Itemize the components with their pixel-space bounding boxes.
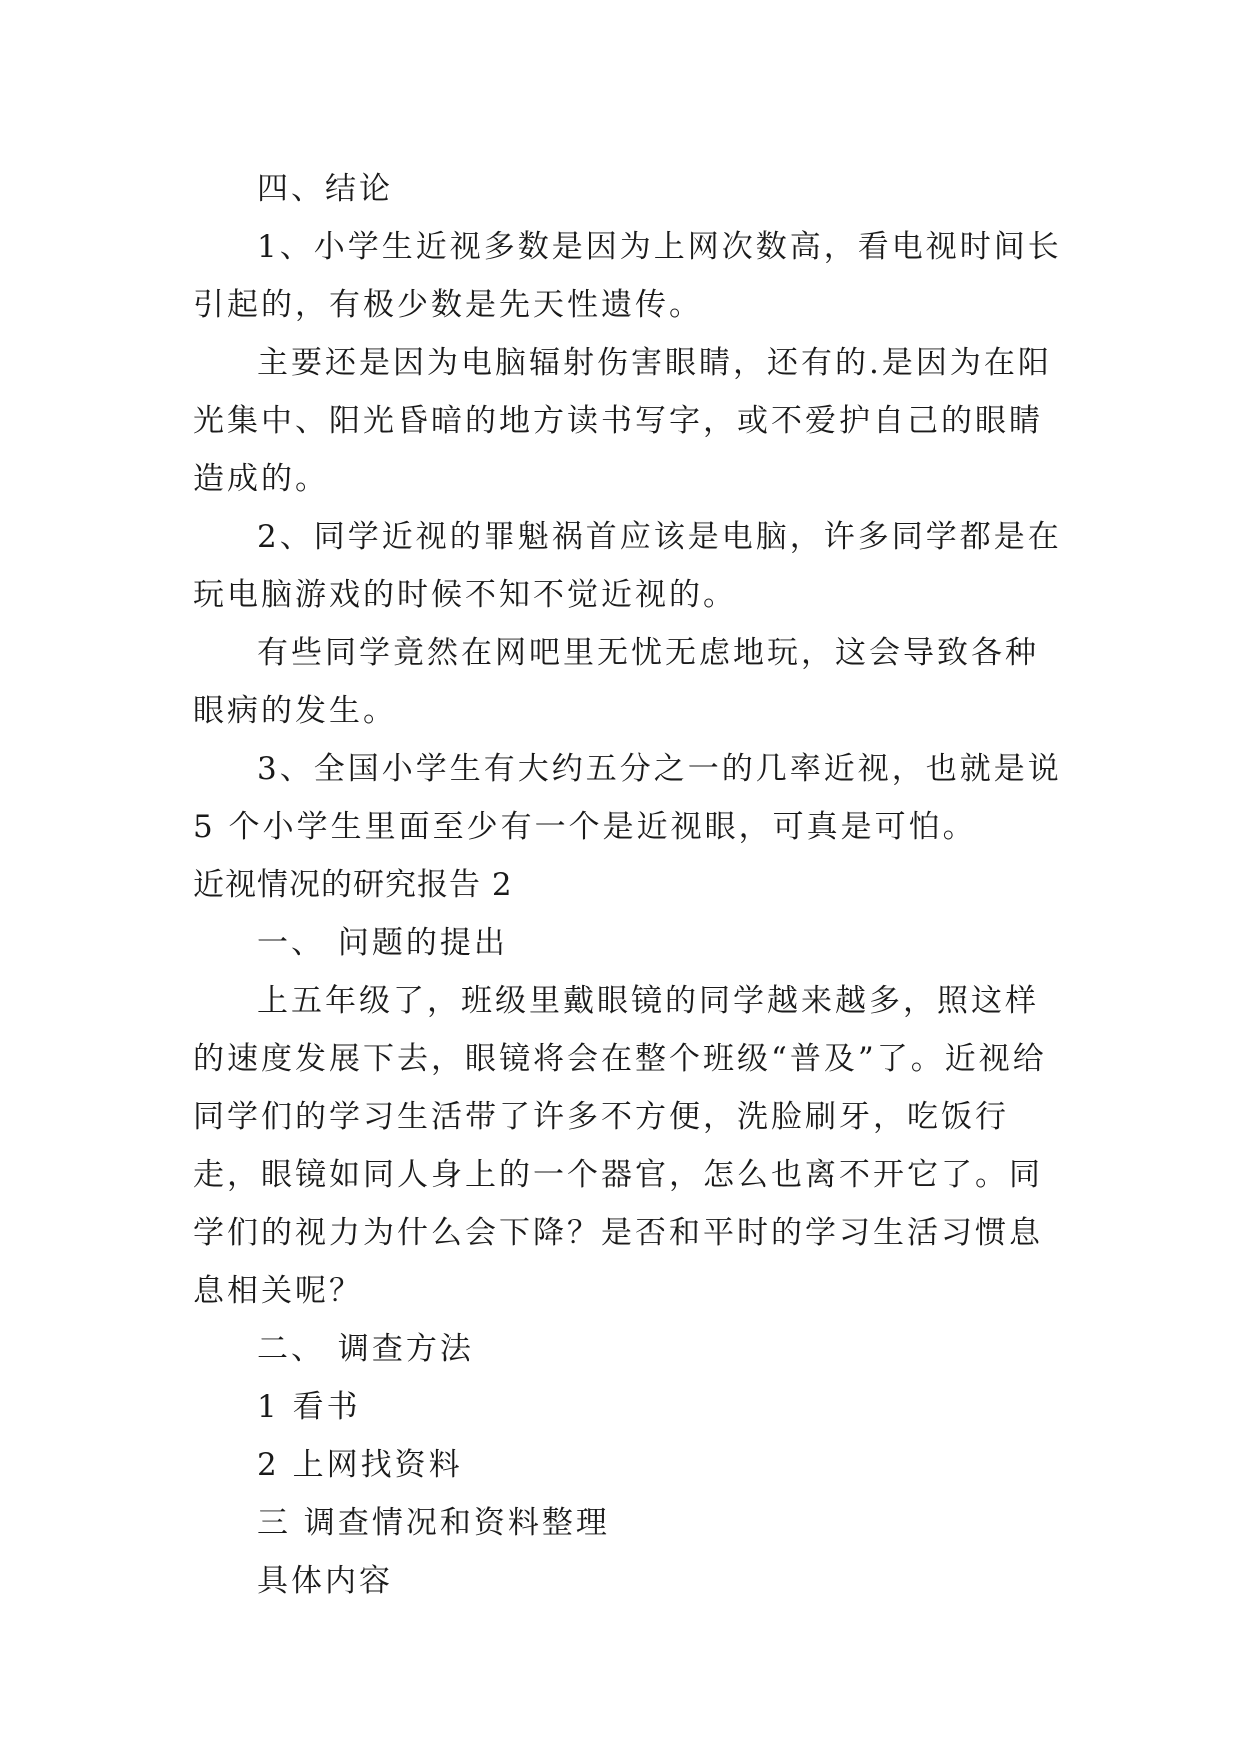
document-body <box>193 160 1063 1610</box>
conclusion-item-3: 3、全国小学生有大约五分之一的几率近视，也就是说 5 个小学生里面至少有一个是近视眼，可真是可怕。 <box>193 751 1062 845</box>
section-1-body: 上五年级了，班级里戴眼镜的同学越来越多，照这样的速度发展下去，眼镜将会在整个班级“普及”了。近视给同学们的学习生活带了许多不方便，洗脸刷牙，吃饭行走，眼镜如同人身上的一个器官，怎么也离不开它了。同学们的视力为什么会下降？是否和平时的学习生活习惯息息相关呢？ <box>193 983 1047 1309</box>
conclusion-item-2-detail: 有些同学竟然在网吧里无忧无虑地玩，这会导致各种眼病的发生。 <box>193 635 1039 729</box>
section-1-heading: 一、 问题的提出 <box>257 925 508 961</box>
section-3-heading: 三 调查情况和资料整理 <box>257 1505 610 1541</box>
report-title: 近视情况的研究报告 2 <box>193 867 513 903</box>
conclusion-item-1: 1、小学生近视多数是因为上网次数高，看电视时间长引起的，有极少数是先天性遗传。 <box>193 229 1062 323</box>
conclusion-item-2: 2、同学近视的罪魁祸首应该是电脑，许多同学都是在玩电脑游戏的时候不知不觉近视的。 <box>193 519 1062 613</box>
conclusion-item-1-detail: 主要还是因为电脑辐射伤害眼睛，还有的.是因为在阳光集中、阳光昏暗的地方读书写字，或不爱护自己的眼睛造成的。 <box>193 345 1052 497</box>
method-item-1: 1 看书 <box>257 1389 361 1425</box>
method-item-2: 2 上网找资料 <box>257 1447 463 1483</box>
section-3-body: 具体内容 <box>257 1563 393 1599</box>
conclusion-heading: 四、结论 <box>257 171 393 207</box>
section-2-heading: 二、 调查方法 <box>257 1331 474 1367</box>
